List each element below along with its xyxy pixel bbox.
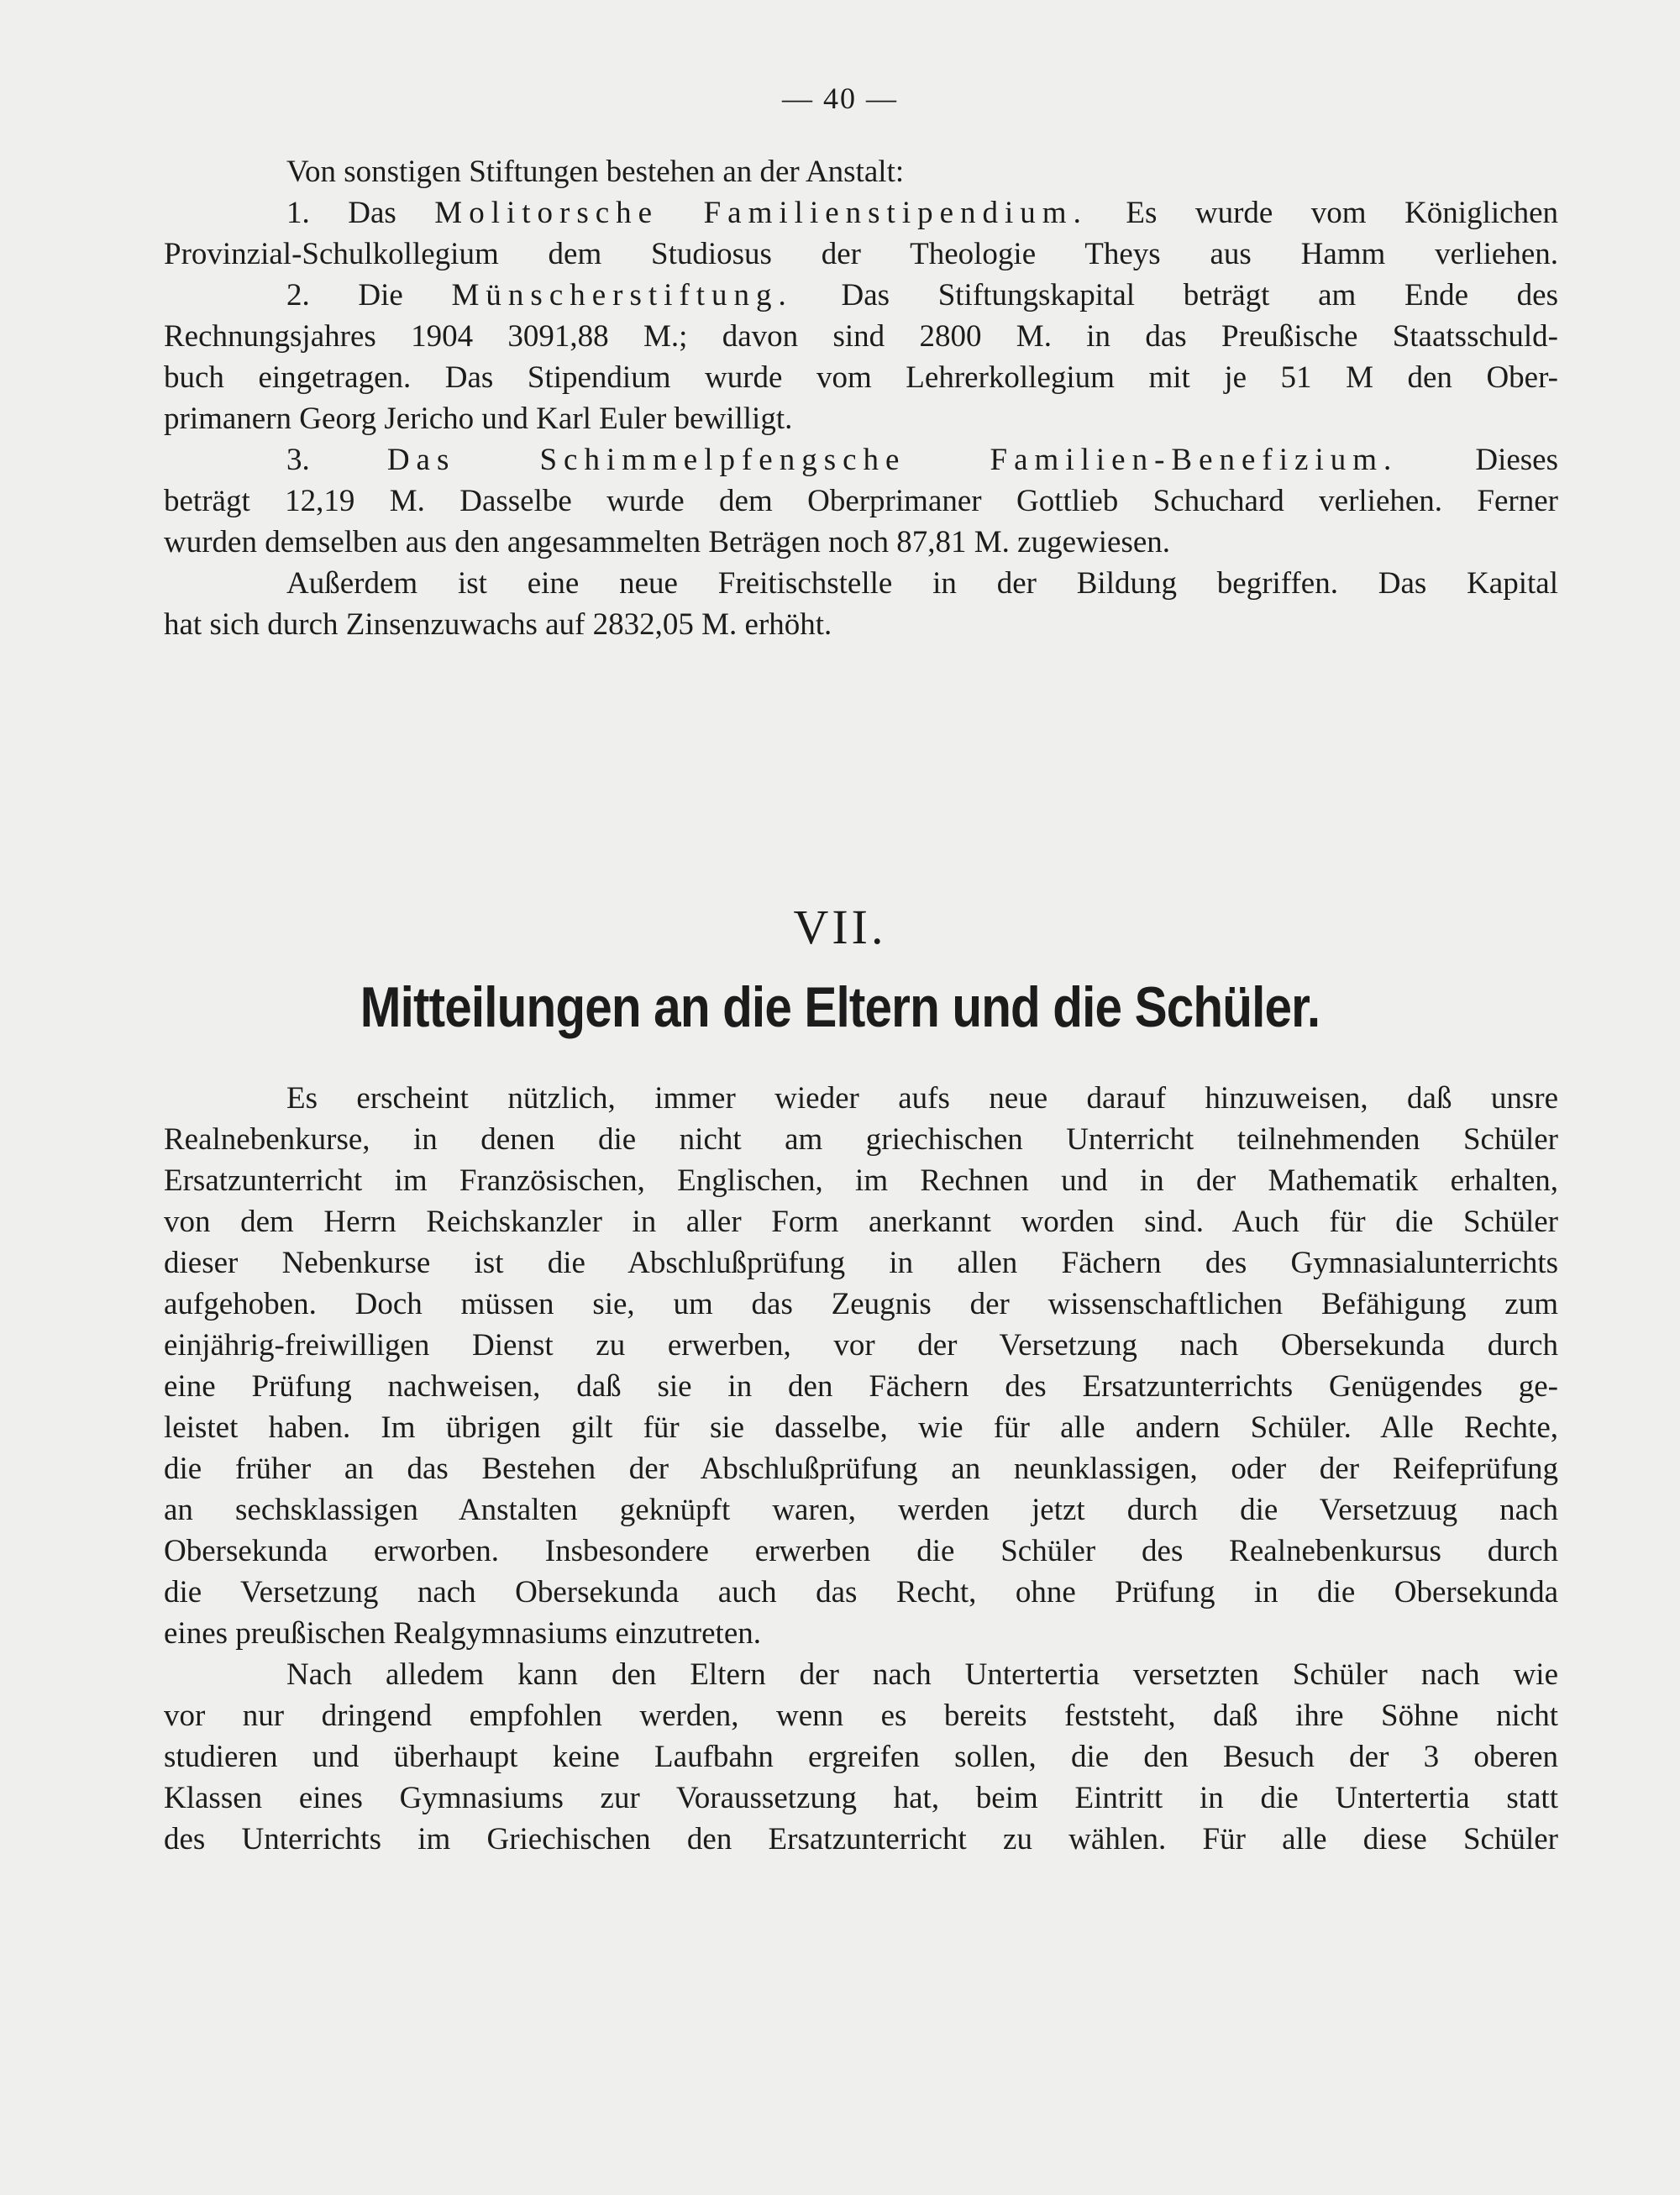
foundation-item-2-prefix: 2. Die <box>286 278 452 312</box>
foundations-section <box>164 151 1558 645</box>
foundation-item-3-suffix: Dieses <box>1398 443 1558 477</box>
foundation-item-2-line-3: buch eingetragen. Das Stipendium wurde vom Lehrerkollegium mit je 51 M den Ober- <box>164 360 1558 395</box>
foundations-intro: Von sonstigen Stiftungen bestehen an der Anstalt: <box>286 155 905 189</box>
foundation-item-3-line-1 <box>164 439 1558 480</box>
notice-line: Es erscheint nützlich, immer wieder aufs neue darauf hinzuweisen, daß unsre <box>286 1081 1558 1116</box>
foundation-item-3-line-3: wurden demselben aus den angesammelten Beträgen noch 87,81 M. zugewiesen. <box>164 525 1171 559</box>
foundation-item-3-name: Das Schimmelpfengsche Familien-Benefizium. <box>386 443 1399 477</box>
notice-line: Klassen eines Gymnasiums zur Voraussetzung hat, beim Eintritt in die Untertertia statt <box>164 1781 1558 1815</box>
notice-line: einjährig-freiwilligen Dienst zu erwerben, vor der Versetzung nach Obersekunda durch <box>164 1328 1558 1363</box>
notice-line: aufgehoben. Doch müssen sie, um das Zeugnis der wissenschaftlichen Befähigung zum <box>164 1287 1558 1321</box>
notices-section <box>164 1078 1558 1860</box>
foundation-extra-line-2: hat sich durch Zinsenzuwachs auf 2832,05 M. erhöht. <box>164 607 832 642</box>
foundation-item-3-prefix: 3. <box>286 443 387 477</box>
chapter-title: Mitteilungen an die Eltern und die Schüler. <box>360 975 1320 1039</box>
notice-line: leistet haben. Im übrigen gilt für sie dasselbe, wie für alle andern Schüler. Alle Rechte, <box>164 1410 1558 1445</box>
page-number: — 40 — <box>782 81 898 115</box>
foundation-item-1-suffix: Es wurde vom Königlichen <box>1087 196 1558 230</box>
notice-line: eine Prüfung nachweisen, daß sie in den Fächern des Ersatzunterrichts Genügendes ge- <box>164 1369 1558 1404</box>
foundation-item-2-line-2: Rechnungsjahres 1904 3091,88 M.; davon sind 2800 M. in das Preußische Staatsschuld- <box>164 319 1558 354</box>
chapter-number: VII. <box>793 900 887 954</box>
notice-line: dieser Nebenkurse ist die Abschlußprüfung in allen Fächern des Gymnasialunterrichts <box>164 1246 1558 1280</box>
notice-line: vor nur dringend empfohlen werden, wenn es bereits feststeht, daß ihre Söhne nicht <box>164 1699 1558 1733</box>
notice-line: Ersatzunterricht im Französischen, Englischen, im Rechnen und in der Mathematik erhalten, <box>164 1163 1558 1198</box>
notice-line: Obersekunda erworben. Insbesondere erwerben die Schüler des Realnebenkursus durch <box>164 1534 1558 1568</box>
notice-line: Realnebenkurse, in denen die nicht am griechischen Unterricht teilnehmenden Schüler <box>164 1122 1558 1157</box>
notice-line: eines preußischen Realgymnasiums einzutreten. <box>164 1616 762 1651</box>
foundation-item-2-line-1 <box>164 275 1558 316</box>
foundation-item-2-name: Münscherstiftung. <box>451 278 793 312</box>
notice-line: studieren und überhaupt keine Laufbahn ergreifen sollen, die den Besuch der 3 oberen <box>164 1740 1558 1774</box>
notice-line: die früher an das Bestehen der Abschlußprüfung an neunklassigen, oder der Reifeprüfung <box>164 1452 1558 1486</box>
foundation-extra-line-1: Außerdem ist eine neue Freitischstelle in der Bildung begriffen. Das Kapital <box>286 566 1558 601</box>
notice-line: von dem Herrn Reichskanzler in aller Form anerkannt worden sind. Auch für die Schüler <box>164 1205 1558 1239</box>
notice-line: des Unterrichts im Griechischen den Ersatzunterricht zu wählen. Für alle diese Schüler <box>164 1822 1558 1856</box>
foundation-item-2-suffix: Das Stiftungskapital beträgt am Ende des <box>792 278 1558 312</box>
foundation-item-1-line-2: Provinzial-Schulkollegium dem Studiosus der Theologie Theys aus Hamm verliehen. <box>164 237 1558 271</box>
foundation-item-2-line-4: primanern Georg Jericho und Karl Euler bewilligt. <box>164 402 793 436</box>
foundation-item-1-name: Molitorsche Familienstipendium. <box>434 196 1088 230</box>
foundation-item-1-line-1 <box>164 192 1558 234</box>
notice-line: an sechsklassigen Anstalten geknüpft waren, werden jetzt durch die Versetzuug nach <box>164 1493 1558 1527</box>
foundation-item-1-prefix: 1. Das <box>286 196 435 230</box>
notice-line: Nach alledem kann den Eltern der nach Untertertia versetzten Schüler nach wie <box>286 1657 1558 1692</box>
notice-line: die Versetzung nach Obersekunda auch das Recht, ohne Prüfung in die Obersekunda <box>164 1575 1558 1609</box>
foundation-item-3-line-2: beträgt 12,19 M. Dasselbe wurde dem Oberprimaner Gottlieb Schuchard verliehen. Ferner <box>164 484 1558 518</box>
